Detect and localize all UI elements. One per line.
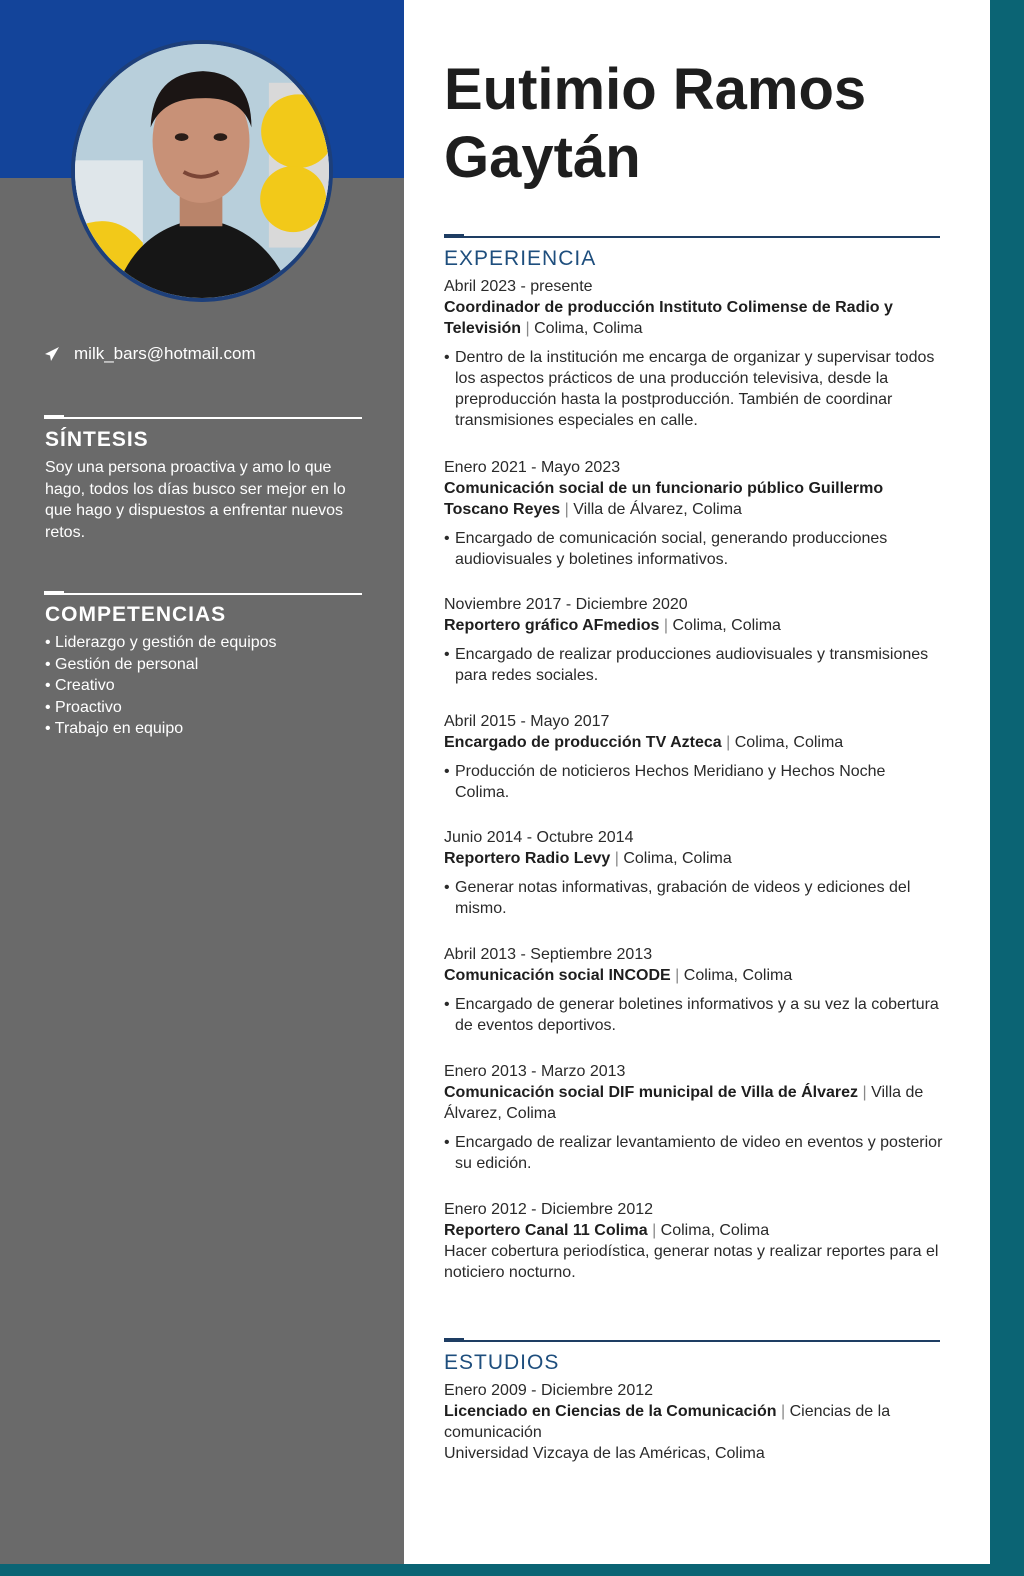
job-description: • Encargado de realizar producciones audiovisuales y transmisiones para redes sociales. xyxy=(444,644,944,686)
profile-photo-illustration xyxy=(75,44,329,298)
skills-heading: COMPETENCIAS xyxy=(45,603,227,626)
skill-item: • Liderazgo y gestión de equipos xyxy=(45,634,277,651)
job-date: Abril 2023 - presente xyxy=(444,278,593,295)
job-description: Hacer cobertura periodística, generar notas y realizar reportes para el noticiero nocturno. xyxy=(444,1243,939,1281)
job-title: Comunicación social DIF municipal de Villa de Álvarez xyxy=(444,1084,859,1101)
education-divider xyxy=(444,1340,940,1342)
sidebar xyxy=(0,0,404,1564)
job-title: Reportero gráfico AFmedios xyxy=(444,617,660,634)
job-entry: Abril 2013 - Septiembre 2013 Comunicación social INCODE | Colima, Colima • Encargado de generar boletines informativos y a su vez la cobertura de eventos deportivos. xyxy=(444,944,944,1036)
summary-heading: SÍNTESIS xyxy=(45,428,149,451)
job-description: • Encargado de generar boletines informativos y a su vez la cobertura de eventos deportivos. xyxy=(444,994,944,1036)
summary-text: Soy una persona proactiva y amo lo que hago, todos los días busco ser mejor en lo que hago y dispuestos a enfrentar nuevos retos. xyxy=(45,459,346,541)
skills-list xyxy=(45,632,363,740)
job-entry: Abril 2023 - presente Coordinador de producción Instituto Colimense de Radio y Televisión | Colima, Colima • Dentro de la institución me encarga de organizar y supervisar todos los aspectos prácticos de una producción televisiva, desde la preproducción hasta la postproducción. También de coordinar transmisiones especiales en calle. xyxy=(444,276,944,431)
job-entry: Enero 2021 - Mayo 2023 Comunicación social de un funcionario público Guillermo Toscano Reyes | Villa de Álvarez, Colima • Encargado de comunicación social, generando producciones audiovisuales y boletines informativos. xyxy=(444,457,944,570)
paper-plane-icon xyxy=(44,346,60,362)
job-date: Abril 2015 - Mayo 2017 xyxy=(444,713,610,730)
job-title: Encargado de producción TV Azteca xyxy=(444,734,722,751)
education-heading: ESTUDIOS xyxy=(444,1351,560,1374)
education-field: Ciencias de la comunicación xyxy=(444,1403,891,1441)
email-text[interactable]: milk_bars@hotmail.com xyxy=(74,344,256,363)
education-degree: Licenciado en Ciencias de la Comunicación xyxy=(444,1403,777,1420)
email-contact[interactable] xyxy=(44,344,256,364)
job-location: Colima, Colima xyxy=(683,967,793,984)
job-date: Enero 2021 - Mayo 2023 xyxy=(444,459,621,476)
education-date: Enero 2009 - Diciembre 2012 xyxy=(444,1382,654,1399)
skill-item: • Proactivo xyxy=(45,698,122,716)
skill-item: • Trabajo en equipo xyxy=(45,720,184,737)
job-location: Colima, Colima xyxy=(672,617,781,634)
job-date: Abril 2013 - Septiembre 2013 xyxy=(444,946,653,963)
job-entry: Noviembre 2017 - Diciembre 2020 Reportero gráfico AFmedios | Colima, Colima • Encargado de realizar producciones audiovisuales y transmisiones para redes sociales. xyxy=(444,594,944,686)
job-title: Comunicación social INCODE xyxy=(444,967,671,984)
person-name: Eutimio Ramos Gaytán xyxy=(444,57,867,190)
job-description: • Producción de noticieros Hechos Meridiano y Hechos Noche Colima. xyxy=(444,761,944,803)
job-entry: Abril 2015 - Mayo 2017 Encargado de producción TV Azteca | Colima, Colima • Producción de noticieros Hechos Meridiano y Hechos Noche Colima. xyxy=(444,711,944,803)
job-title: Reportero Canal 11 Colima xyxy=(444,1222,648,1239)
skills-divider xyxy=(44,593,362,595)
experience-divider xyxy=(444,236,940,238)
job-description: • Encargado de realizar levantamiento de video en eventos y posterior su edición. xyxy=(444,1132,944,1174)
job-location: Colima, Colima xyxy=(660,1222,770,1239)
job-description: • Generar notas informativas, grabación de videos y ediciones del mismo. xyxy=(444,877,944,919)
job-entry: Enero 2013 - Marzo 2013 Comunicación social DIF municipal de Villa de Álvarez | Villa de Álvarez, Colima • Encargado de realizar levantamiento de video en eventos y posterior su edición. xyxy=(444,1061,944,1174)
job-location: Colima, Colima xyxy=(623,850,732,867)
job-title: Coordinador de producción Instituto Colimense de Radio y Televisión xyxy=(444,299,893,337)
job-date: Enero 2012 - Diciembre 2012 xyxy=(444,1201,654,1218)
job-description: • Encargado de comunicación social, generando producciones audiovisuales y boletines informativos. xyxy=(444,528,944,570)
skill-item: • Creativo xyxy=(45,677,115,694)
job-date: Junio 2014 - Octubre 2014 xyxy=(444,829,634,846)
education-school: Universidad Vizcaya de las Américas, Colima xyxy=(444,1445,765,1462)
skill-item: • Gestión de personal xyxy=(45,655,199,673)
education-entry: Enero 2009 - Diciembre 2012 Licenciado en Ciencias de la Comunicación | Ciencias de la comunicación Universidad Vizcaya de las Américas, Colima xyxy=(444,1380,944,1464)
job-title: Reportero Radio Levy xyxy=(444,850,611,867)
job-entry: Enero 2012 - Diciembre 2012 Reportero Canal 11 Colima | Colima, Colima Hacer cobertura periodística, generar notas y realizar reportes para el noticiero nocturno. xyxy=(444,1199,944,1283)
job-date: Noviembre 2017 - Diciembre 2020 xyxy=(444,596,688,613)
job-location: Villa de Álvarez, Colima xyxy=(444,1084,924,1122)
summary-divider xyxy=(44,417,362,419)
job-entry: Junio 2014 - Octubre 2014 Reportero Radio Levy | Colima, Colima • Generar notas informativas, grabación de videos y ediciones del mismo. xyxy=(444,827,944,919)
job-location: Colima, Colima xyxy=(734,734,844,751)
job-location: Villa de Álvarez, Colima xyxy=(573,501,742,518)
profile-photo xyxy=(71,40,333,302)
job-title: Comunicación social de un funcionario público Guillermo Toscano Reyes xyxy=(444,480,884,518)
job-location: Colima, Colima xyxy=(534,320,643,337)
main-content xyxy=(404,0,990,1564)
job-date: Enero 2013 - Marzo 2013 xyxy=(444,1063,626,1080)
job-description: • Dentro de la institución me encarga de organizar y supervisar todos los aspectos prácticos de una producción televisiva, desde la preproducción hasta la postproducción. También de coordinar transmisiones especiales en calle. xyxy=(444,347,944,431)
experience-heading: EXPERIENCIA xyxy=(444,247,597,270)
